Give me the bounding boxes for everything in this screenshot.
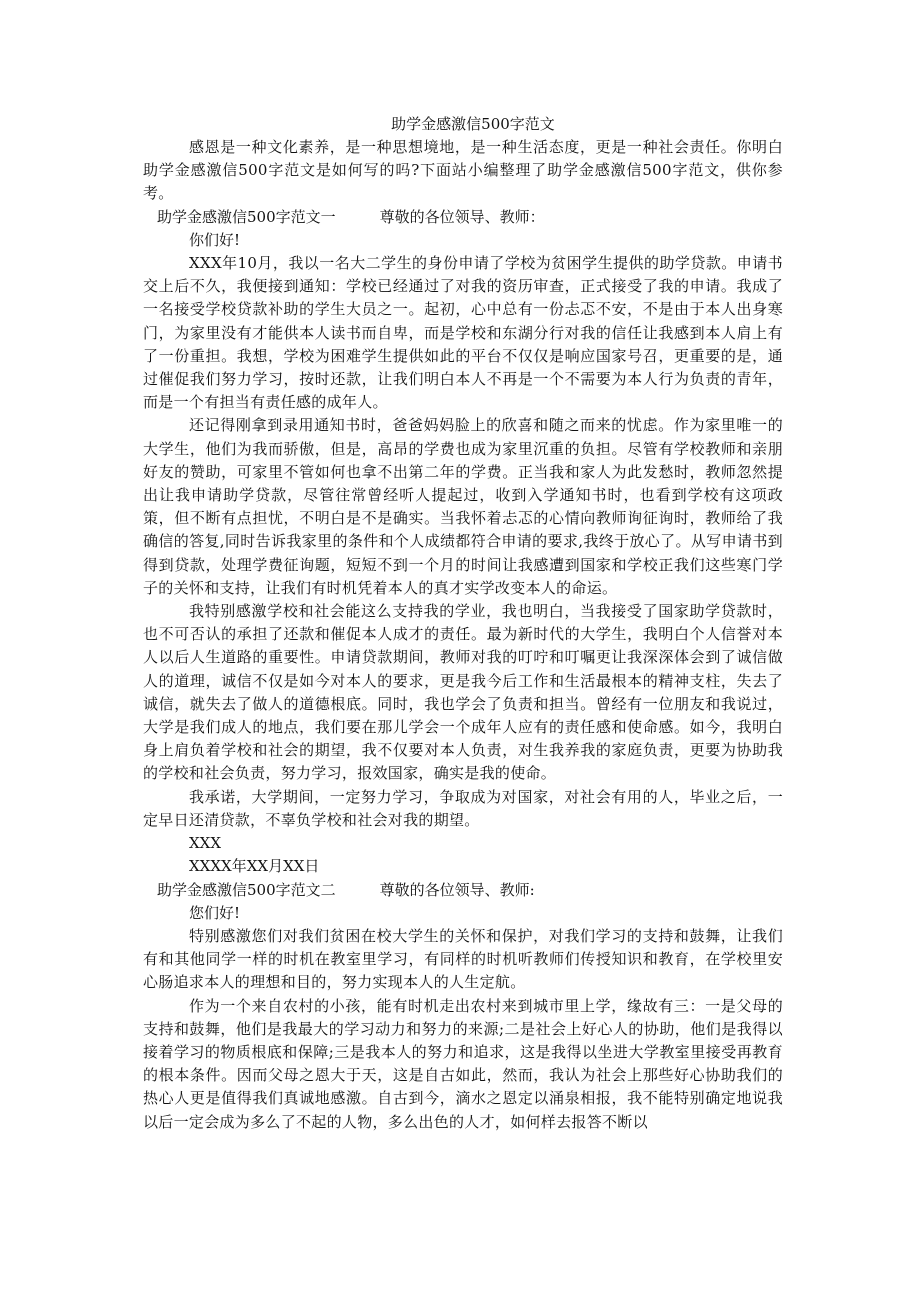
letter2-heading: 助学金感激信500字范文二 [157, 880, 336, 899]
letter1-signature: XXX [189, 834, 222, 853]
intro-paragraph: 感恩是一种文化素养，是一种思想境地，是一种生活态度，更是一种社会责任。你明白助学金感激信500字范文是如何写的吗?下面站小编整理了助学金感激信500字范文，供你参考。 [143, 138, 783, 203]
letter1-paragraph-2: 还记得刚拿到录用通知书时，爸爸妈妈脸上的欣喜和随之而来的忧虑。作为家里唯一的大学生，他们为我而骄傲，但是，高昂的学费也成为家里沉重的负担。尽管有学校教师和亲朋好友的赞助，可家里不管如何也拿不出第二年的学费。正当我和家人为此发愁时，教师忽然提出让我申请助学贷款，尽管往常曾经听人提起过，收到入学通知书时，也看到学校有这项政策，但不断有点担忧，不明白是不是确实。当我怀着忐忑的心情向教师询征询时，教师给了我确信的答复,同时告诉我家里的条件和个人成绩都符合申请的要求,我终于放心了。从写申请书到得到贷款，处理学费征询题，短短不到一个月的时间让我感遭到国家和学校正我们这些寒门学子的关怀和支持，让我们有时机凭着本人的真才实学改变本人的命运。 [143, 416, 783, 597]
letter1-paragraph-1: XXX年10月，我以一名大二学生的身份申请了学校为贫困学生提供的助学贷款。申请书交上后不久，我便接到通知：学校已经通过了对我的资历审查，正式接受了我的申请。我成了一名接受学校贷款补助的学生大员之一。起初，心中总有一份忐忑不安，不是由于本人出身寒门，为家里没有才能供本人读书而自卑，而是学校和东湖分行对我的信任让我感到本人肩上有了一份重担。我想，学校为困难学生提供如此的平台不仅仅是响应国家号召，更重要的是，通过催促我们努力学习，按时还款，让我们明白本人不再是一个不需要为本人行为负责的青年，而是一个有担当有责任感的成年人。 [143, 254, 783, 412]
letter1-salutation: 尊敬的各位领导、教师： [379, 207, 545, 226]
document-page [143, 112, 783, 1134]
letter1-paragraph-4: 我承诺，大学期间，一定努力学习，争取成为对国家，对社会有用的人，毕业之后，一定早日还清贷款，不辜负学校和社会对我的期望。 [143, 787, 783, 829]
letter1-greeting: 你们好! [189, 230, 241, 249]
letter1-heading: 助学金感激信500字范文一 [157, 207, 336, 226]
letter1-heading-line [143, 206, 783, 229]
letter2-paragraph-1: 特别感激您们对我们贫困在校大学生的关怀和保护，对我们学习的支持和鼓舞，让我们有和其他同学一样的时机在教室里学习，有同样的时机听教师们传授知识和教育，在学校里安心肠追求本人的理想和目的，努力实现本人的人生定航。 [143, 926, 783, 992]
document-title: 助学金感激信500字范文 [391, 115, 555, 133]
letter2-greeting: 您们好! [189, 903, 241, 922]
letter1-paragraph-3: 我特别感激学校和社会能这么支持我的学业，我也明白，当我接受了国家助学贷款时，也不可否认的承担了还款和催促本人成才的责任。最为新时代的大学生，我明白个人信誉对本人以后人生道路的重要性。申请贷款期间，教师对我的叮咛和叮嘱更让我深深体会到了诚信做人的道理，诚信不仅是如今对本人的要求，更是我今后工作和生活最根本的精神支柱，失去了诚信，就失去了做人的道德根底。同时，我也学会了负责和担当。曾经有一位朋友和我说过，大学是我们成人的地点，我们要在那儿学会一个成年人应有的责任感和使命感。如今，我明白身上肩负着学校和社会的期望，我不仅要对本人负责，对生我养我的家庭负责，更要为协助我的学校和社会负责，努力学习，报效国家，确实是我的使命。 [143, 602, 783, 783]
letter2-paragraph-2: 作为一个来自农村的小孩，能有时机走出农村来到城市里上学，缘故有三：一是父母的支持和鼓舞，他们是我最大的学习动力和努力的来源;二是社会上好心人的协助，他们是我得以接着学习的物质根底和保障;三是我本人的努力和追求，这是我得以坐进大学教室里接受再教育的根本条件。因而父母之恩大于天，这是自古如此，然而，我认为社会上那些好心协助我们的热心人更是值得我们真诚地感激。自古到今，滴水之恩定以涌泉相报，我不能特别确定地说我以后一定会成为多么了不起的人物，多么出色的人才，如何样去报答不断以 [143, 996, 783, 1131]
letter1-date: XXXX年XX月XX日 [189, 857, 320, 876]
letter2-salutation: 尊敬的各位领导、教师: [379, 880, 535, 899]
letter2-heading-line [143, 879, 783, 902]
